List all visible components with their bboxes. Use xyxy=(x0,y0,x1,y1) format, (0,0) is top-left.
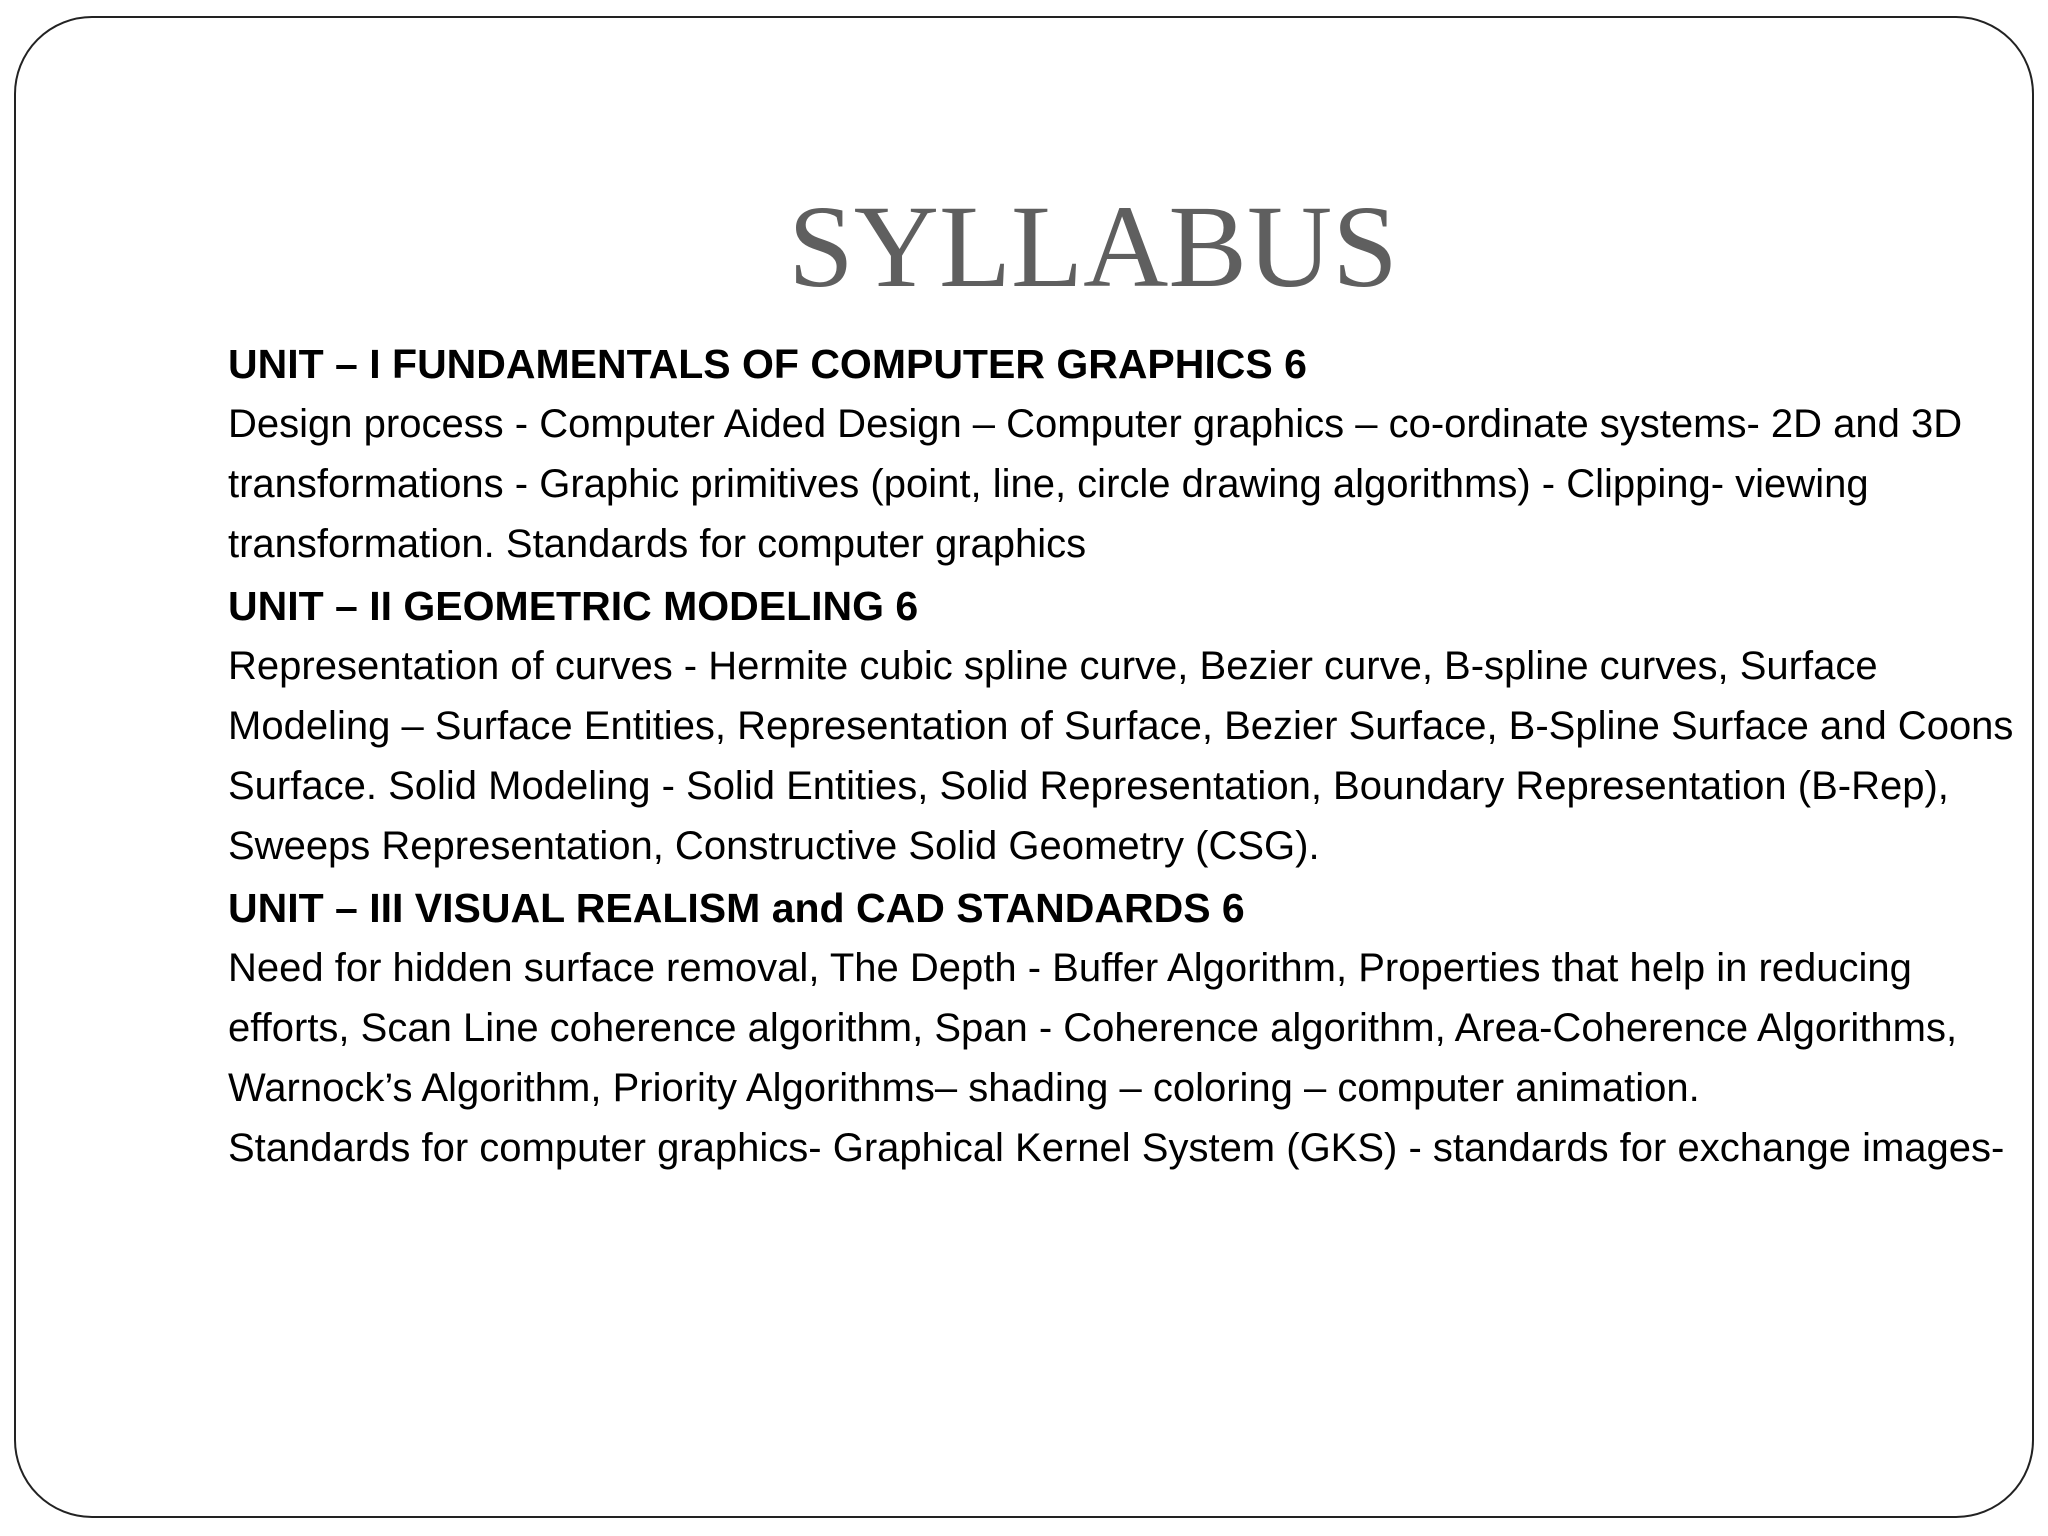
unit-3-text-line: Warnock’s Algorithm, Priority Algorithms– shading – coloring – computer animation. xyxy=(228,1066,1700,1110)
slide-title: SYLLABUS xyxy=(788,181,1398,312)
unit-1-section xyxy=(228,341,2028,566)
unit-2-section xyxy=(228,583,2028,868)
slide-content xyxy=(228,341,2028,1187)
slide-frame xyxy=(14,16,2034,1518)
unit-2-text-line: Representation of curves - Hermite cubic spline curve, Bezier curve, B-spline curves, Surface xyxy=(228,644,1878,688)
unit-3-text-line: Need for hidden surface removal, The Depth - Buffer Algorithm, Properties that help in reducing xyxy=(228,946,1912,990)
unit-3-text-line: Standards for computer graphics- Graphical Kernel System (GKS) - standards for exchange images- xyxy=(228,1126,2005,1170)
unit-3-heading: UNIT – III VISUAL REALISM and CAD STANDARDS 6 xyxy=(228,885,1245,931)
unit-3-text-line: efforts, Scan Line coherence algorithm, Span - Coherence algorithm, Area-Coherence Algorithms, xyxy=(228,1006,1958,1050)
unit-2-text-line: Sweeps Representation, Constructive Solid Geometry (CSG). xyxy=(228,824,1320,868)
unit-1-heading: UNIT – I FUNDAMENTALS OF COMPUTER GRAPHICS 6 xyxy=(228,341,1307,387)
unit-2-text-line: Surface. Solid Modeling - Solid Entities, Solid Representation, Boundary Representation (B-Rep), xyxy=(228,764,1949,808)
unit-3-section xyxy=(228,885,2028,1170)
unit-2-text-line: Modeling – Surface Entities, Representation of Surface, Bezier Surface, B-Spline Surface and Coons xyxy=(228,704,2014,748)
unit-1-text-line: Design process - Computer Aided Design – Computer graphics – co-ordinate systems- 2D and 3D xyxy=(228,402,1963,446)
unit-1-text-line: transformations - Graphic primitives (point, line, circle drawing algorithms) - Clipping- viewing xyxy=(228,462,1869,506)
unit-1-text-line: transformation. Standards for computer graphics xyxy=(228,522,1087,566)
unit-2-heading: UNIT – II GEOMETRIC MODELING 6 xyxy=(228,583,919,629)
